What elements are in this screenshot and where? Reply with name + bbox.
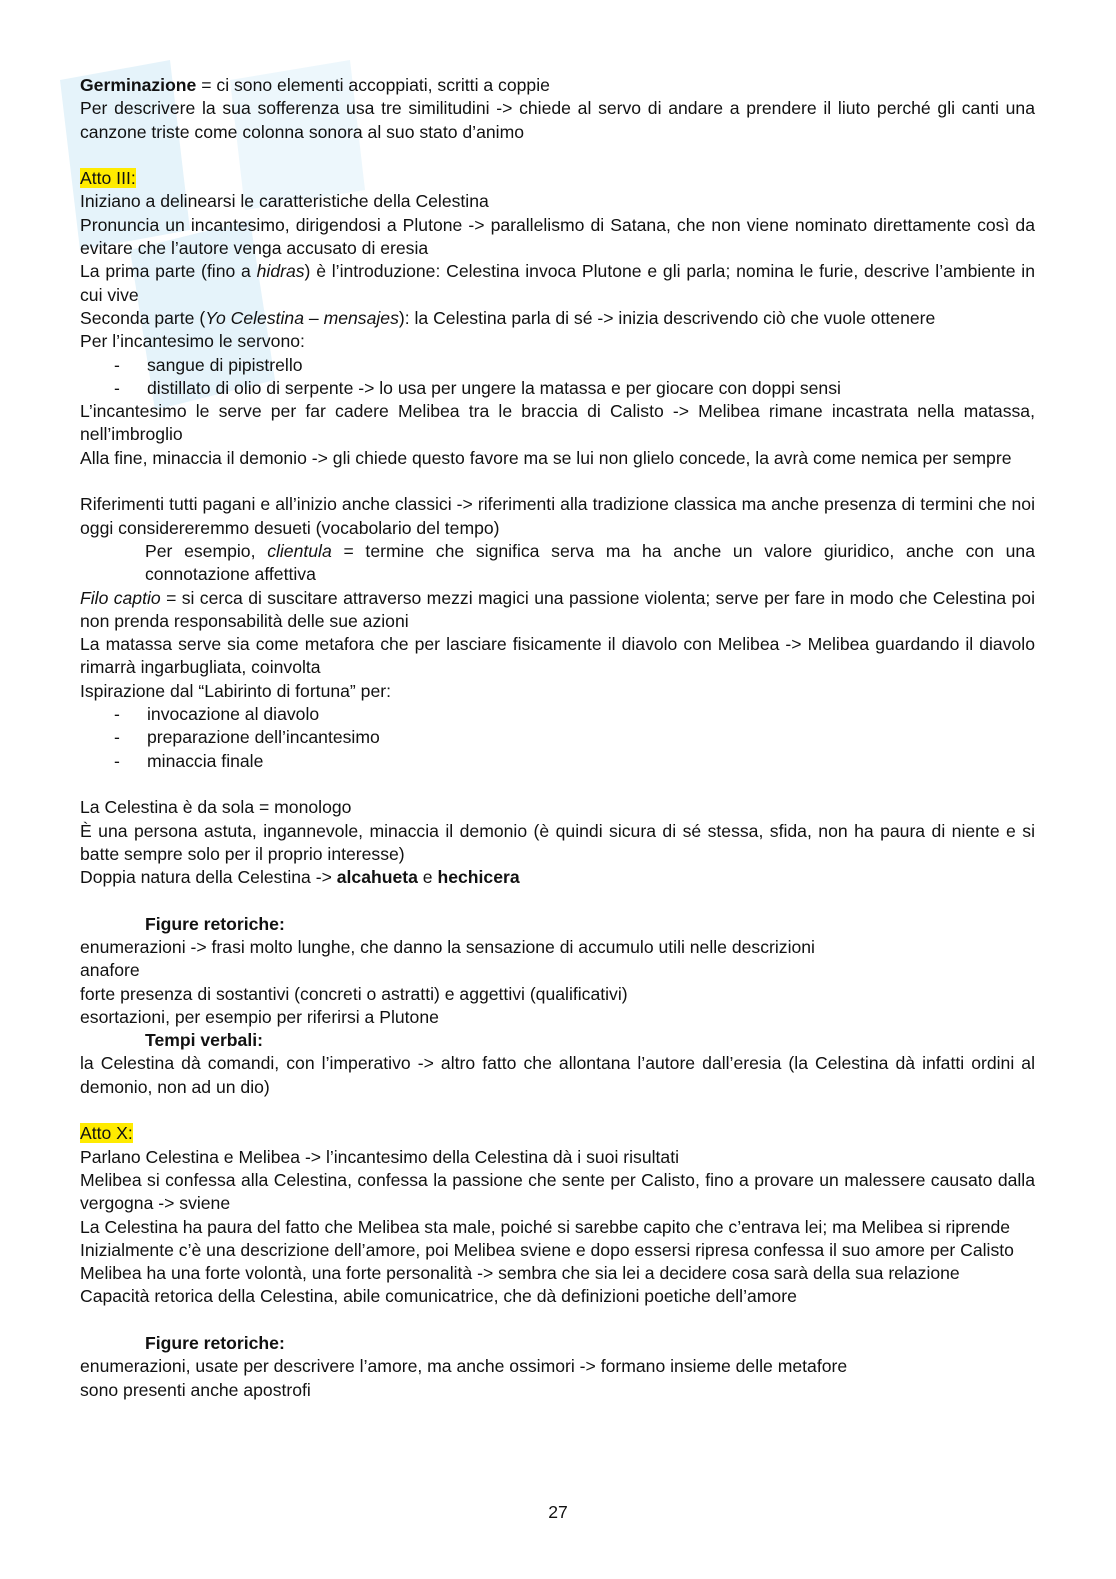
atto-x-p4: Inizialmente c’è una descrizione dell’amore, poi Melibea sviene e dopo essersi ripresa confessa il suo amore per Calisto xyxy=(80,1239,1014,1260)
atto-3-p15: Doppia natura della Celestina -> alcahueta e hechicera xyxy=(80,867,520,888)
atto-3-heading: Atto III: xyxy=(80,168,136,189)
figura-item: forte presenza di sostantivi (concreti o astratti) e aggettivi (qualificativi) xyxy=(80,983,628,1004)
list-item: - sangue di pipistrello xyxy=(80,354,1035,377)
list-item: - distillato di olio di serpente -> lo usa per ungere la matassa e per giocare con doppi sensi xyxy=(80,377,1035,400)
atto-3-p14: È una persona astuta, ingannevole, minaccia il demonio (è quindi sicura di sé stessa, sfida, non ha paura di niente e si batte sempre solo per il proprio interesse) xyxy=(80,820,1035,864)
atto-x-p6: Capacità retorica della Celestina, abile comunicatrice, che dà definizioni poetiche dell’amore xyxy=(80,1286,797,1307)
tempi-verbali-heading: Tempi verbali: xyxy=(145,1030,263,1051)
atto-3-p6: L’incantesimo le serve per far cadere Melibea tra le braccia di Calisto -> Melibea rimane incastrata nella matassa, nell’imbroglio xyxy=(80,401,1035,445)
figure-retoriche-heading-2: Figure retoriche: xyxy=(145,1333,285,1354)
atto-3-p12: Ispirazione dal “Labirinto di fortuna” per: xyxy=(80,680,391,701)
document-page xyxy=(80,74,1035,1402)
ingredienti-list xyxy=(80,354,1035,401)
atto-3-p7: Alla fine, minaccia il demonio -> gli chiede questo favore ma se lui non glielo concede, la avrà come nemica per sempre xyxy=(80,447,1012,468)
tempi-verbali-text: la Celestina dà comandi, con l’imperativo -> altro fatto che allontana l’autore dall’eresia (la Celestina dà infatti ordini al demonio, non ad un dio) xyxy=(80,1053,1035,1097)
germinazione-term: Germinazione xyxy=(80,75,197,95)
atto-x-p2: Melibea si confessa alla Celestina, confessa la passione che sente per Calisto, fino a provare un malessere causato dalla vergogna -> sviene xyxy=(80,1169,1035,1214)
list-item: - preparazione dell’incantesimo xyxy=(80,726,1035,749)
atto-3-p2: Pronuncia un incantesimo, dirigendosi a Plutone -> parallelismo di Satana, che non viene nominato direttamente così da evitare che l’autore venga accusato di eresia xyxy=(80,214,1035,259)
germinazione-line xyxy=(80,74,1035,97)
atto-3-p5: Per l’incantesimo le servono: xyxy=(80,331,305,352)
atto-3-p9: Per esempio, clientula = termine che significa serva ma ha anche un valore giuridico, anche con una connotazione affettiva xyxy=(145,540,1036,585)
atto-3-p10: Filo captio = si cerca di suscitare attraverso mezzi magici una passione violenta; serve per fare in modo che Celestina poi non prenda responsabilità delle sue azioni xyxy=(80,587,1035,631)
atto-x-p1: Parlano Celestina e Melibea -> l’incantesimo della Celestina dà i suoi risultati xyxy=(80,1146,679,1167)
atto-3-p3: La prima parte (fino a hidras) è l’introduzione: Celestina invoca Plutone e gli parla; nomina le furie, descrive l’ambiente in cui vive xyxy=(80,261,1035,305)
atto-3-p11: La matassa serve sia come metafora che per lasciare fisicamente il diavolo con Melibea -> Melibea guardando il diavolo rimarrà ingarbugliata, coinvolta xyxy=(80,634,1035,678)
atto-3-p13: La Celestina è da sola = monologo xyxy=(80,797,352,818)
atto-3-p4: Seconda parte (Yo Celestina – mensajes): la Celestina parla di sé -> inizia descrivendo ciò che vuole ottenere xyxy=(80,307,936,328)
page-number: 27 xyxy=(548,1502,568,1522)
list-item: - invocazione al diavolo xyxy=(80,703,1035,726)
ispirazione-list xyxy=(80,703,1035,773)
similitudini-paragraph: Per descrivere la sua sofferenza usa tre similitudini -> chiede al servo di andare a prendere il liuto perché gli canti una canzone triste come colonna sonora al suo stato d’animo xyxy=(80,98,1035,142)
atto-3-p1: Iniziano a delinearsi le caratteristiche della Celestina xyxy=(80,191,489,212)
germinazione-definition: = ci sono elementi accoppiati, scritti a coppie xyxy=(196,75,550,95)
list-item: - minaccia finale xyxy=(80,750,1035,773)
figura-item: enumerazioni, usate per descrivere l’amore, ma anche ossimori -> formano insieme delle metafore xyxy=(80,1356,848,1377)
figura-item: esortazioni, per esempio per riferirsi a Plutone xyxy=(80,1006,439,1027)
atto-x-p3: La Celestina ha paura del fatto che Melibea sta male, poiché si sarebbe capito che c’entrava lei; ma Melibea si riprende xyxy=(80,1216,1011,1237)
figura-item: anafore xyxy=(80,960,140,981)
figure-retoriche-heading: Figure retoriche: xyxy=(145,913,285,934)
atto-x-p5: Melibea ha una forte volontà, una forte personalità -> sembra che sia lei a decidere cosa sarà della sua relazione xyxy=(80,1263,960,1284)
atto-3-p8: Riferimenti tutti pagani e all’inizio anche classici -> riferimenti alla tradizione classica ma anche presenza di termini che noi oggi considereremmo desueti (vocabolario del tempo) xyxy=(80,494,1035,538)
figura-item: enumerazioni -> frasi molto lunghe, che danno la sensazione di accumulo utili nelle descrizioni xyxy=(80,936,815,957)
atto-x-heading: Atto X: xyxy=(80,1123,133,1144)
figura-item: sono presenti anche apostrofi xyxy=(80,1379,311,1400)
